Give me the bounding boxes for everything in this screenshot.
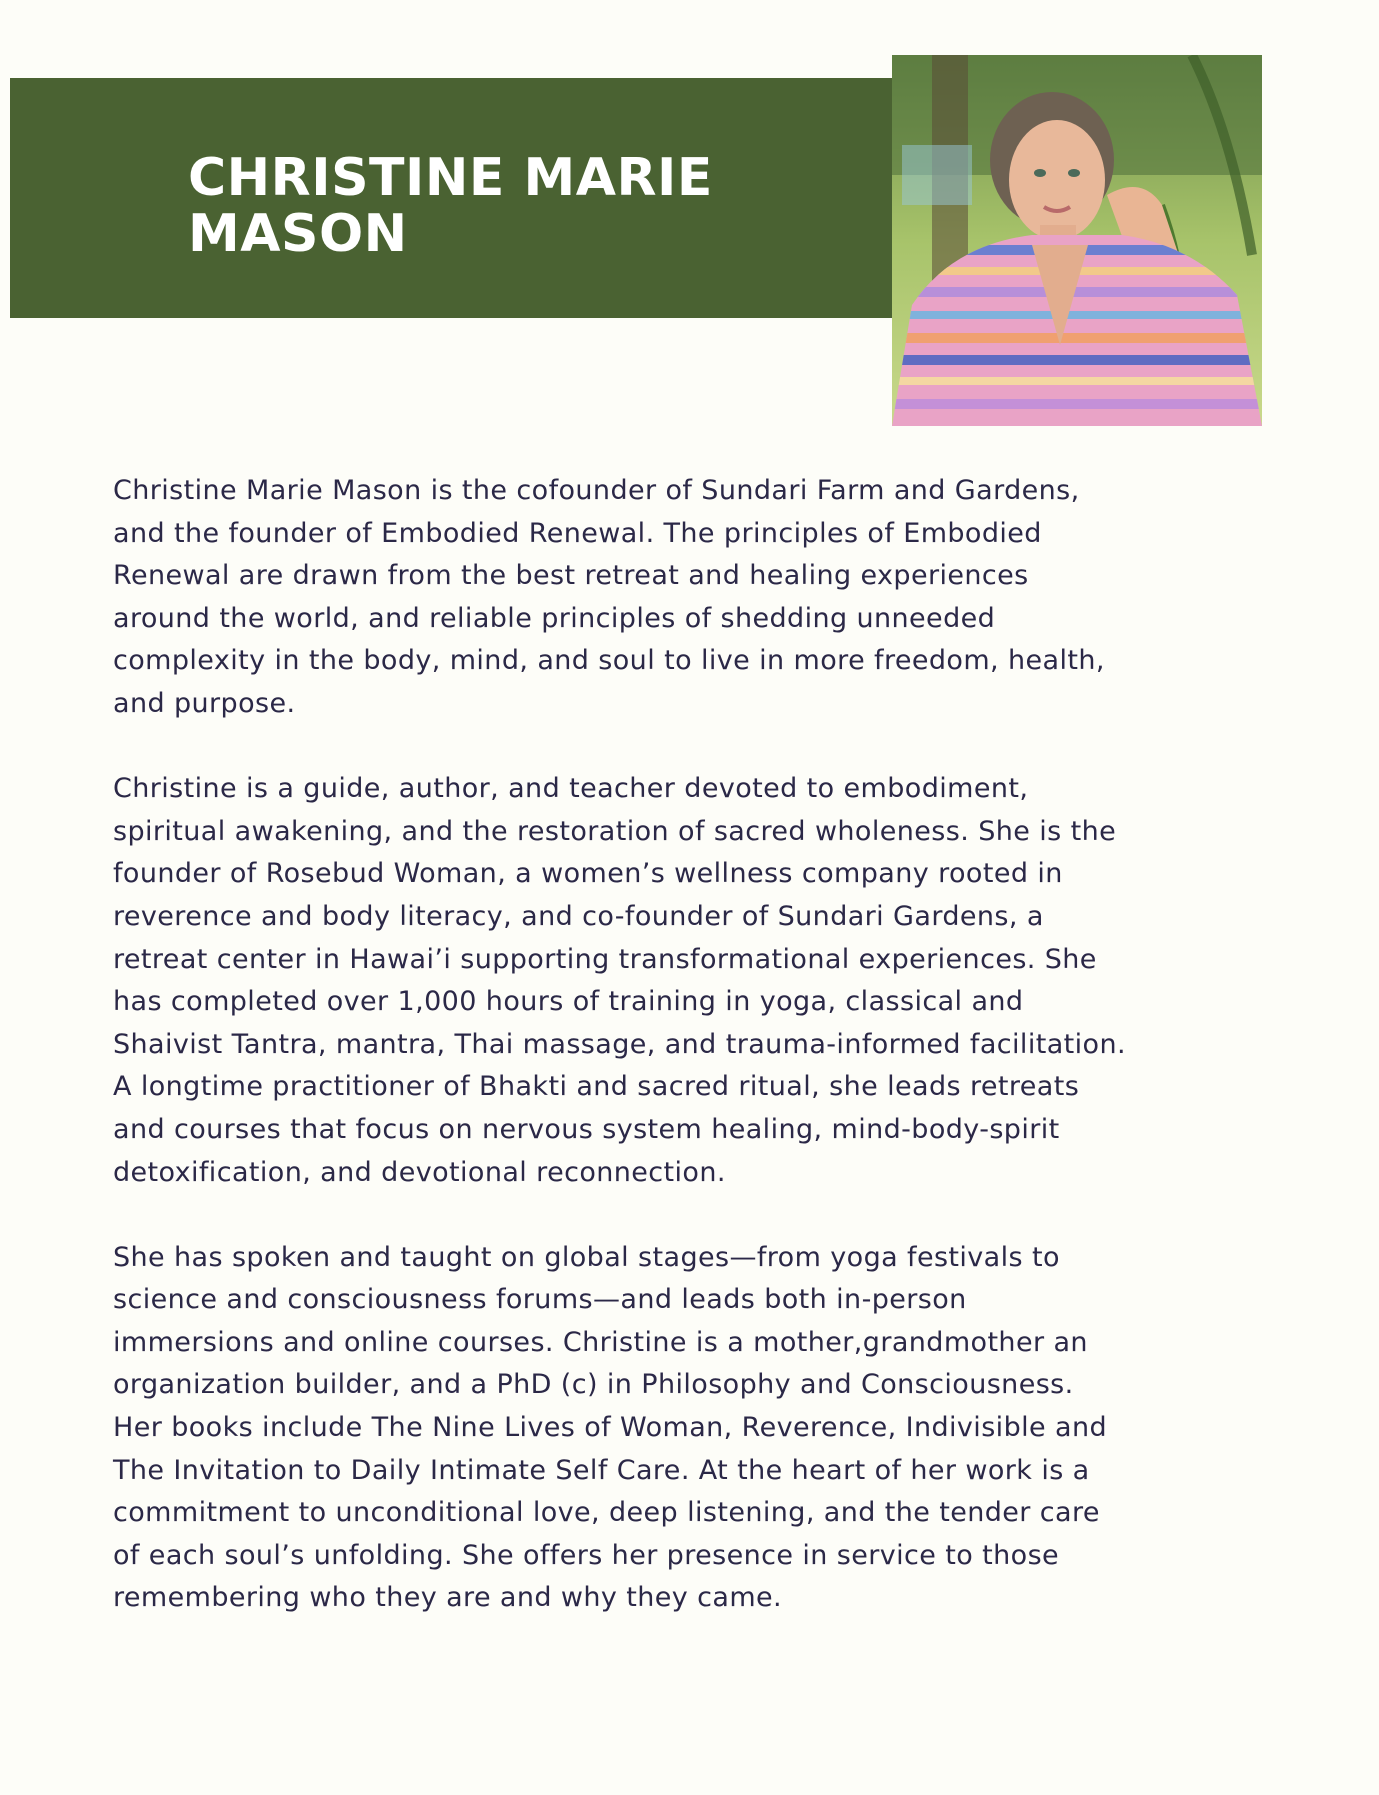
bio-paragraph-1: Christine Marie Mason is the cofounder of Sundari Farm and Gardens, and the founder of Embodied Renewal. The principles of Embodied Renewal are drawn from the best retreat and healing experiences around the world, and reliable principles of shedding unneeded complexity in the body, mind, and soul to live in more freedom, health, and purpose. — [113, 475, 1105, 719]
bio-text — [113, 470, 1253, 1663]
page-title: CHRISTINE MARIE MASON — [188, 148, 713, 264]
portrait-photo — [892, 55, 1262, 426]
bio-paragraph-3: She has spoken and taught on global stages—from yoga festivals to science and consciousness forums—and leads both in-person immersions and online courses. Christine is a mother,grandmother an organization builder, and a PhD (c) in Philosophy and Consciousness. Her books include The Nine Lives of Woman, Reverence, Indivisible and The Invitation to Daily Intimate Self Care. At the heart of her work is a commitment to unconditional love, deep listening, and the tender care of each soul’s unfolding. She offers her presence in service to those remembering who they are and why they came. — [113, 1241, 1108, 1614]
bio-paragraph-2: Christine is a guide, author, and teacher devoted to embodiment, spiritual awakening, and the restoration of sacred wholeness. She is the founder of Rosebud Woman, a women’s wellness company rooted in reverence and body literacy, and co-founder of Sundari Gardens, a retreat center in Hawai’i supporting transformational experiences. She has completed over 1,000 hours of training in yoga, classical and Shaivist Tantra, mantra, Thai massage, and trauma-informed facilitation. A longtime practitioner of Bhakti and sacred ritual, she leads retreats and courses that focus on nervous system healing, mind-body-spirit detoxification, and devotional reconnection. — [113, 773, 1126, 1188]
